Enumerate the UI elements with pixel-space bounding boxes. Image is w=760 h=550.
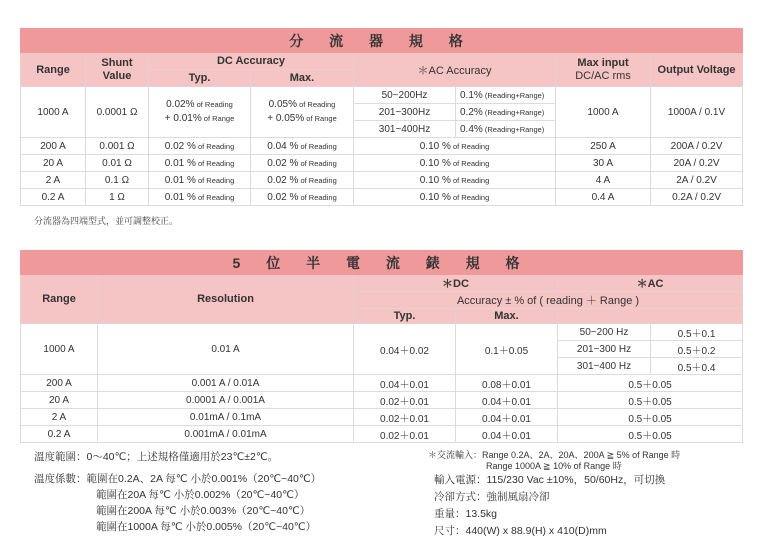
input-power: 輸入電源：115/230 Vac ±10%，50/60Hz，可切換 [434, 474, 666, 486]
header-range: Range [21, 275, 98, 324]
dimensions: 尺寸：440(W) x 88.9(H) x 410(D)mm [434, 525, 607, 537]
header-accuracy: Accuracy ± % of ( reading ＋ Range ) [354, 292, 743, 309]
shunt-note: 分流器為四端型式，並可調整校正。 [34, 216, 179, 226]
header-typ: Typ. [149, 70, 251, 87]
ac-input-note: ＊交流輸入：Range 0.2A、2A、20A、200A ≧ 5% of Range 時 [428, 450, 681, 460]
cooling-method: 冷卻方式：強制風扇冷卻 [434, 491, 550, 503]
temperature-coefficient: 溫度係數：範圍在0.2A、2A 每℃ 小於0.001%（20℃~40℃） [34, 473, 322, 485]
weight: 重量：13.5kg [434, 508, 498, 520]
header-resolution: Resolution [98, 275, 354, 324]
ammeter-spec-table: 5 位 半 電 流 錶 規 格 Range Resolution ＊DC ＊AC Accuracy ± % of ( reading ＋ Range ) Typ. Max. 1000 A 0.01 A 0.04＋0.02 0.1＋0.05 50~200 Hz 0.5＋0.1 201~300 Hz 0.5＋0.2 301~400 Hz 0.5＋0.4 200 A 0.001 A / 0.01A 0.04＋0.01 0.08＋0.01 0.5＋0.05 20 A 0.0001 A / 0.001A 0.02＋0.01 0.04＋0.01 0.5＋0.05 2 A 0.01mA / 0.1mA 0.02＋0.01 0.04＋0.01 0.5＋0.05 0.2 A 0.001mA / 0.01mA 0.02＋0.01 0.04＋0.01 0.5＋0.05 [20, 250, 743, 443]
header-output-voltage: Output Voltage [651, 53, 743, 87]
table-row: 20 A 0.0001 A / 0.001A 0.02＋0.01 0.04＋0.01 0.5＋0.05 [21, 392, 743, 409]
table-row: 0.2 A 1 Ω 0.01 % of Reading 0.02 % of Reading 0.10 % of Reading 0.4 A 0.2A / 0.2V [21, 189, 743, 206]
table-row: 2 A 0.01mA / 0.1mA 0.02＋0.01 0.04＋0.01 0.5＋0.05 [21, 409, 743, 426]
shunt-table-title: 分 流 器 規 格 [21, 29, 743, 53]
table-row: 1000 A 0.0001 Ω 0.02% of Reading + 0.01% of Range 0.05% of Reading + 0.05% of Range 50~200Hz 0.1% (Reading+Range) 1000 A 1000A / 0.1V [21, 87, 743, 104]
table-row: 200 A 0.001 A / 0.01A 0.04＋0.01 0.08＋0.01 0.5＋0.05 [21, 375, 743, 392]
ammeter-table-title: 5 位 半 電 流 錶 規 格 [21, 251, 743, 275]
header-max: Max. [251, 70, 354, 87]
header-shunt-value: Shunt Value [86, 53, 149, 87]
table-row: 1000 A 0.01 A 0.04＋0.02 0.1＋0.05 50~200 Hz 0.5＋0.1 [21, 324, 743, 341]
footer-left-specs: 溫度範圍：0～40℃；上述規格僅適用於23℃±2℃。 溫度係數：範圍在0.2A、2A 每℃ 小於0.001%（20℃~40℃） 範圍在20A 每℃ 小於0.002%（20℃~40℃） 範圍在200A 每℃ 小於0.003%（20℃~40℃） 範圍在1000A 每℃ 小於0.005%（20℃~40℃） [34, 451, 322, 533]
temperature-range: 溫度範圍：0～40℃；上述規格僅適用於23℃±2℃。 [34, 451, 279, 463]
header-range: Range [21, 53, 86, 87]
table-row: 0.2 A 0.001mA / 0.01mA 0.02＋0.01 0.04＋0.01 0.5＋0.05 [21, 426, 743, 443]
table-row: 200 A 0.001 Ω 0.02 % of Reading 0.04 % of Reading 0.10 % of Reading 250 A 200A / 0.2V [21, 138, 743, 155]
header-dc-accuracy: DC Accuracy [149, 53, 354, 70]
header-dc: ＊DC [354, 275, 558, 292]
table-row: 20 A 0.01 Ω 0.01 % of Reading 0.02 % of Reading 0.10 % of Reading 30 A 20A / 0.2V [21, 155, 743, 172]
header-max-input: Max input DC/AC rms [556, 53, 651, 87]
header-typ: Typ. [354, 309, 456, 324]
header-max: Max. [456, 309, 558, 324]
shunt-spec-table: 分 流 器 規 格 Range Shunt Value DC Accuracy ＊AC Accuracy Max input DC/AC rms Output Voltage Typ. Max. 1000 A 0.0001 Ω 0.02% of Reading + 0.01% of Range 0.05% of Reading + 0.05% of Range 50~200Hz 0.1% (Reading+Range) 1000 A 1000A / 0.1V 201~300Hz 0.2% (Reading+Range) 301~400Hz 0.4% (Reading+Range) 200 A 0.001 Ω 0.02 % of Reading 0.04 % of Reading 0.10 % of Reading 250 A 200A / 0.2V 20 A 0.01 Ω 0.01 % of Reading 0.02 % of Reading 0.10 % of Reading 30 A 20A / 0.2V 2 A 0.1 Ω 0.01 % of Reading 0.02 % of Reading 0.10 % of Reading 4 A 2A / 0.2V 0.2 A 1 Ω 0.01 % of Reading 0.02 % of Reading 0.10 % of Reading 0.4 A 0.2A / 0.2V [20, 28, 743, 206]
header-ac: ＊AC [558, 275, 743, 292]
footer-right-specs: ＊交流輸入：Range 0.2A、2A、20A、200A ≧ 5% of Range 時 Range 1000A ≧ 10% of Range 時 輸入電源：115/230 Vac ±10%，50/60Hz，可切換 冷卻方式：強制風扇冷卻 重量：13.5kg 尺寸：440(W) x 88.9(H) x 410(D)mm [428, 450, 680, 540]
header-ac-accuracy: ＊AC Accuracy [354, 53, 556, 87]
table-row: 2 A 0.1 Ω 0.01 % of Reading 0.02 % of Reading 0.10 % of Reading 4 A 2A / 0.2V [21, 172, 743, 189]
